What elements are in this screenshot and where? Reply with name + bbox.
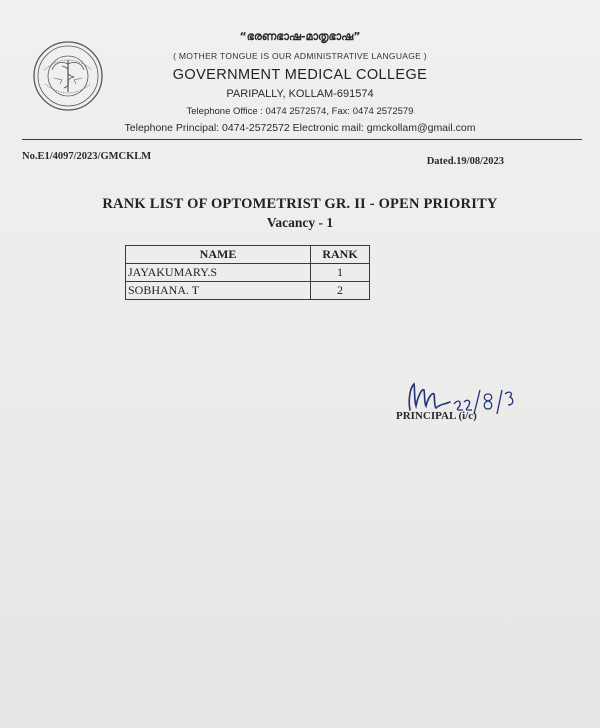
college-emblem-seal (32, 40, 104, 112)
vacancy-count: Vacancy - 1 (266, 215, 334, 230)
header-rank: RANK (311, 246, 370, 264)
document-title: RANK LIST OF OPTOMETRIST GR. II - OPEN PRIORITY (102, 196, 498, 212)
college-address: PARIPALLY, KOLLAM-691574 (226, 88, 374, 100)
candidate-name: SOBHANA. T (126, 282, 311, 300)
phone-office: Telephone Office : 0474 2572574, Fax: 0474 2572579 (186, 106, 414, 117)
principal-designation: PRINCIPAL (i/c) (396, 410, 477, 422)
tagline-malayalam: “ഭരണഭാഷ-മാതൃഭാഷ” (239, 30, 361, 43)
candidate-name: JAYAKUMARY.S (126, 264, 311, 282)
rank-table (125, 245, 370, 300)
document-date: Dated.19/08/2023 (426, 156, 504, 167)
table-header-row (126, 246, 370, 264)
candidate-rank: 2 (311, 282, 370, 300)
candidate-rank: 1 (311, 264, 370, 282)
header-name: NAME (126, 246, 311, 264)
table-row (126, 264, 370, 282)
reference-number: No.E1/4097/2023/GMCKLM (22, 151, 152, 162)
contact-principal: Telephone Principal: 0474-2572572 Electronic mail: gmckollam@gmail.com (124, 122, 476, 134)
tagline-english: ( MOTHER TONGUE IS OUR ADMINISTRATIVE LANGUAGE ) (173, 51, 427, 61)
table-row (126, 282, 370, 300)
letterhead-divider (22, 139, 582, 140)
college-name: GOVERNMENT MEDICAL COLLEGE (172, 67, 428, 83)
